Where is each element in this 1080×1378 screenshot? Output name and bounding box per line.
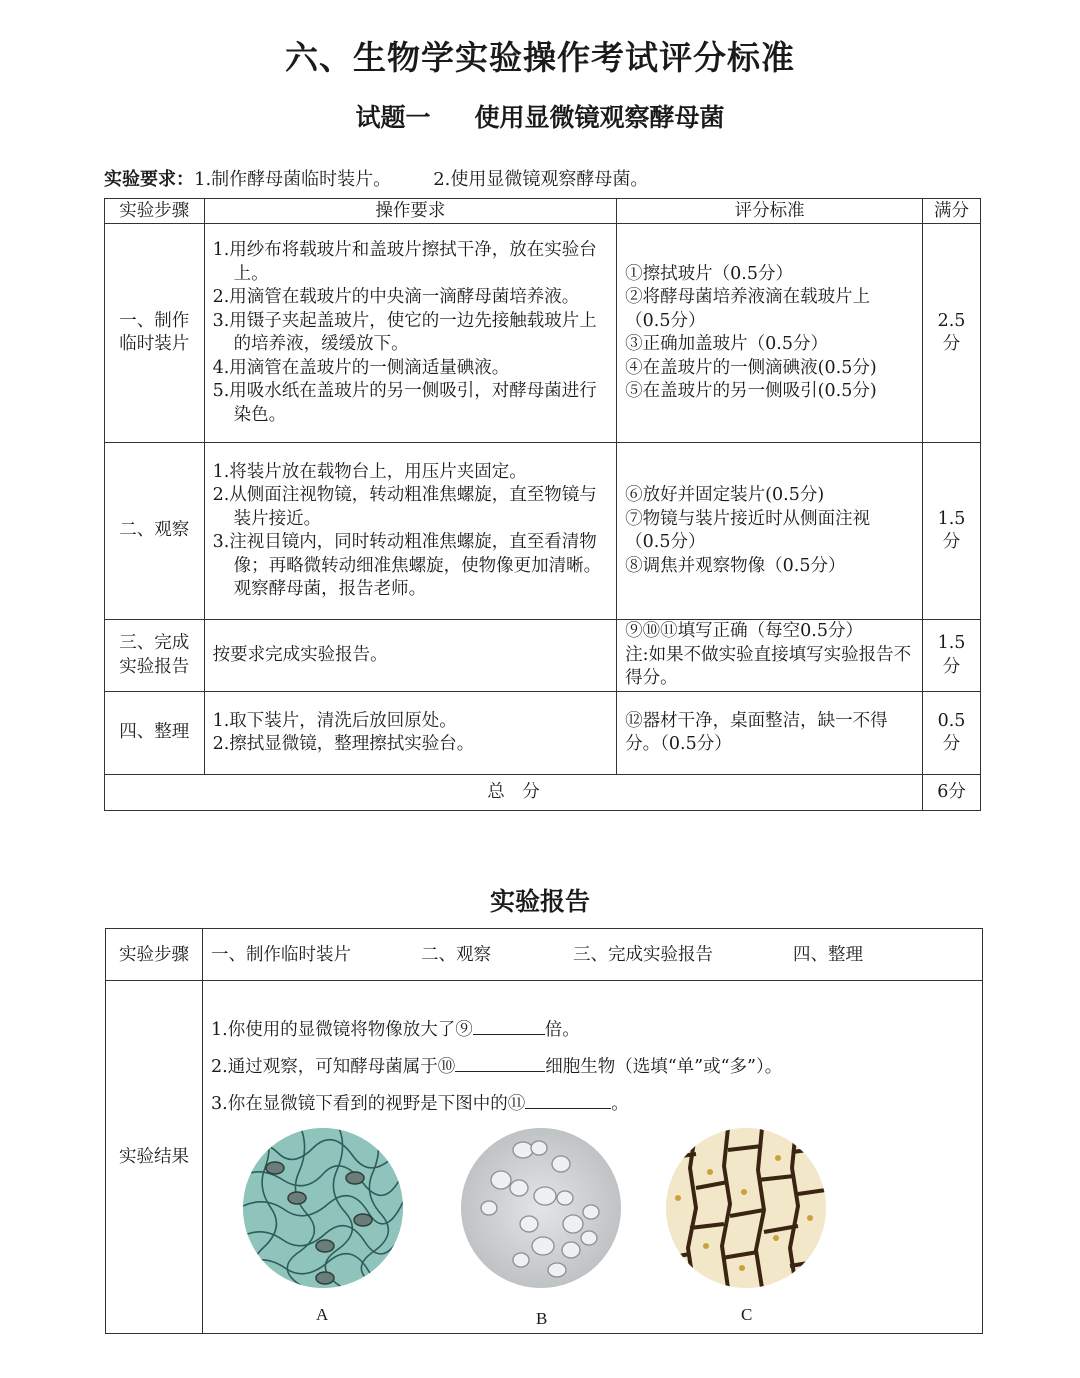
page-title: 六、生物学实验操作考试评分标准 [285, 38, 795, 77]
micrograph-options [211, 1128, 974, 1333]
criteria-item: ⑨⑩⑪填写正确（每空0.5分） [625, 621, 864, 642]
criteria-cell [617, 620, 923, 692]
criteria-cell [617, 224, 923, 443]
onion-epidermis-image [666, 1128, 826, 1288]
table-row [105, 224, 981, 443]
leaf-epidermis-stomata-image [243, 1128, 403, 1288]
exam-subtitle [0, 98, 1080, 134]
header-step: 实验步骤 [105, 199, 205, 224]
criteria-item: ⑥放好并固定装片(0.5分) [625, 485, 825, 505]
header-operation: 操作要求 [204, 199, 617, 224]
report-results-row [106, 981, 983, 1334]
subtitle-number: 试题一 [355, 103, 431, 132]
criteria-item: ③正确加盖玻片（0.5分） [625, 334, 829, 354]
image-label-c: C [741, 1305, 753, 1324]
table-row [105, 443, 981, 620]
header-criteria: 评分标准 [617, 199, 923, 224]
table-row [105, 620, 981, 692]
header-full-score: 满分 [923, 199, 981, 224]
answer-blank-9[interactable] [473, 1018, 545, 1035]
question-1: 1.你使用的显微镜将物像放大了⑨ 倍。 [211, 1020, 580, 1040]
criteria-item: ①擦拭玻片（0.5分） [625, 263, 794, 284]
criteria-item: ④在盖玻片的一侧滴碘液(0.5分) [625, 357, 877, 378]
requirements-line [104, 165, 648, 191]
total-row [105, 775, 981, 811]
requirements-label: 实验要求： [104, 169, 194, 190]
step-cell: 二、观察 [105, 443, 205, 620]
table-row [105, 692, 981, 775]
operation-item: 4.用滴管在盖玻片的一侧滴适量碘液。 [212, 357, 510, 378]
operation-item: 3.用镊子夹起盖玻片，使它的一边先接触载玻片上的培养液，缓缓放下。 [212, 310, 597, 354]
report-table [105, 928, 983, 1334]
criteria-item: ⑤在盖玻片的另一侧吸引(0.5分) [625, 381, 877, 401]
operation-item: 2.用滴管在载玻片的中央滴一滴酵母菌培养液。 [212, 287, 580, 307]
operation-cell [204, 692, 617, 775]
operation-item: 1.将装片放在载物台上，用压片夹固定。 [212, 461, 527, 482]
results-cell [203, 981, 983, 1334]
operation-cell: 按要求完成实验报告。 [204, 620, 617, 692]
operation-cell [204, 443, 617, 620]
operation-item: 5.用吸水纸在盖玻片的另一侧吸引，对酵母菌进行染色。 [212, 381, 597, 425]
full-score-cell: 0.5分 [923, 692, 981, 775]
criteria-cell [617, 443, 923, 620]
step-cell: 三、完成 实验报告 [105, 620, 205, 692]
total-label: 总 分 [105, 775, 923, 811]
criteria-item: 注:如果不做实验直接填写实验报告不得分。 [625, 644, 912, 689]
criteria-item: ⑦物镜与装片接近时从侧面注视（0.5分） [625, 508, 871, 552]
criteria-item: ⑧调焦并观察物像（0.5分） [625, 555, 846, 576]
question-2: 2.通过观察，可知酵母菌属于⑩ 细胞生物（选填“单”或“多”）。 [211, 1057, 783, 1077]
step-cell: 一、制作 临时装片 [105, 224, 205, 443]
report-steps-row [106, 929, 983, 981]
full-score-cell: 2.5分 [923, 224, 981, 443]
operation-item: 1.取下装片，清洗后放回原处。 [212, 710, 457, 731]
requirement-2: 2.使用显微镜观察酵母菌。 [433, 169, 649, 190]
requirement-1: 1.制作酵母菌临时装片。 [194, 169, 392, 190]
operation-item: 2.擦拭显微镜，整理擦拭实验台。 [212, 734, 475, 754]
step-item: 二、观察 [421, 944, 491, 965]
steps-label: 实验步骤 [106, 929, 203, 981]
results-label: 实验结果 [106, 981, 203, 1334]
question-3: 3.你在显微镜下看到的视野是下图中的⑪ 。 [211, 1094, 629, 1114]
image-label-b: B [536, 1309, 548, 1328]
criteria-item: ②将酵母菌培养液滴在载玻片上（0.5分） [625, 287, 871, 331]
table-header-row [105, 199, 981, 224]
yeast-cells-image [461, 1128, 621, 1288]
full-score-cell: 1.5分 [923, 620, 981, 692]
scoring-table [104, 198, 981, 811]
step-cell: 四、整理 [105, 692, 205, 775]
answer-blank-10[interactable] [455, 1055, 545, 1072]
subtitle-name: 使用显微镜观察酵母菌 [474, 103, 725, 132]
image-label-a: A [316, 1305, 329, 1324]
steps-list [203, 929, 983, 981]
operation-item: 3.注视目镜内，同时转动粗准焦螺旋，直至看清物像；再略微转动细准焦螺旋，使物像更加清晰。观察酵母菌，报告老师。 [212, 532, 602, 599]
answer-blank-11[interactable] [525, 1092, 611, 1109]
operation-cell [204, 224, 617, 443]
criteria-cell: ⑫器材干净，桌面整洁，缺一不得分。（0.5分） [617, 692, 923, 775]
total-value: 6分 [923, 775, 981, 811]
operation-item: 1.用纱布将载玻片和盖玻片擦拭干净，放在实验台上。 [212, 240, 597, 284]
full-score-cell: 1.5分 [923, 443, 981, 620]
step-item: 三、完成实验报告 [573, 944, 713, 965]
operation-item: 2.从侧面注视物镜，转动粗准焦螺旋，直至物镜与装片接近。 [212, 485, 597, 529]
step-item: 四、整理 [793, 944, 863, 965]
step-item: 一、制作临时装片 [211, 944, 351, 965]
report-title: 实验报告 [489, 887, 590, 916]
